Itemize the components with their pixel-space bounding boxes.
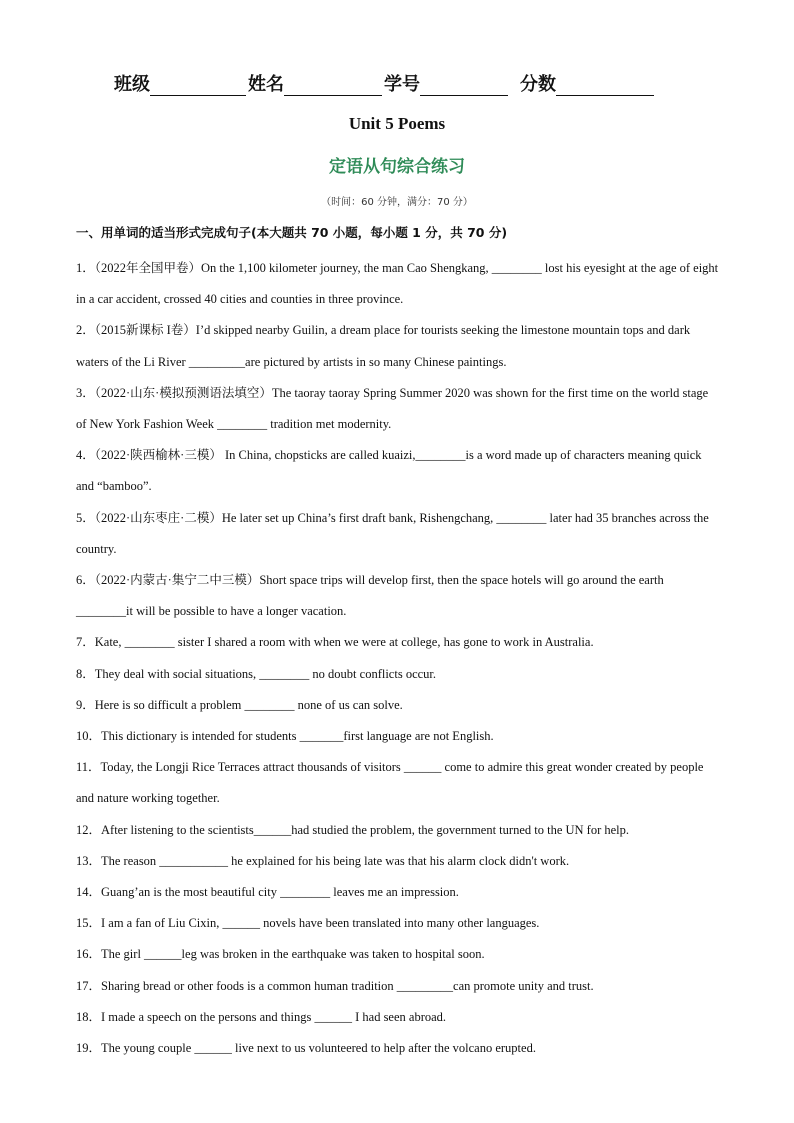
score-label: 分数: [520, 74, 556, 95]
name-label: 姓名: [248, 74, 284, 95]
question-item: 8．They deal with social situations, ________ no doubt conflicts occur.: [76, 666, 437, 681]
question-item: 13．The reason ___________ he explained for his being late was that his alarm clock didn't work.: [76, 853, 570, 868]
id-blank: [420, 77, 508, 96]
question-item: 2．（2015新课标 I卷）I’d skipped nearby Guilin, a dream place for tourists seeking the limestone mountain tops and dark waters of the Li River _________are pictured by artists in so many Chinese paintings.: [76, 323, 691, 369]
question-item: 11．Today, the Longji Rice Terraces attract thousands of visitors ______ come to admire this great wonder created by people and nature working together.: [76, 760, 704, 806]
question-item: 19．The young couple ______ live next to us volunteered to help after the volcano erupted.: [76, 1041, 536, 1056]
question-item: 7．Kate, ________ sister I shared a room with when we were at college, has gone to work in Australia.: [76, 635, 594, 650]
question-item: 14．Guang’an is the most beautiful city ________ leaves me an impression.: [76, 885, 459, 900]
unit-title: Unit 5 Poems: [348, 114, 446, 133]
question-item: 1．（2022年全国甲卷）On the 1,100 kilometer journey, the man Cao Shengkang, ________ lost his eyesight at the age of eight in a car accident, crossed 40 cities and counties in three province.: [76, 261, 719, 307]
class-label: 班级: [114, 74, 150, 95]
name-blank: [284, 77, 382, 96]
question-item: 10．This dictionary is intended for students _______first language are not English.: [76, 729, 494, 744]
question-item: 15．I am a fan of Liu Cixin, ______ novels have been translated into many other languages.: [76, 916, 540, 931]
class-blank: [150, 77, 246, 96]
question-item: 6．（2022·内蒙古·集宁二中三模）Short space trips will develop first, then the space hotels will go around the earth ________it will be possible to have a longer vacation.: [76, 573, 664, 619]
question-item: 9．Here is so difficult a problem ________ none of us can solve.: [76, 697, 403, 712]
question-item: 16．The girl ______leg was broken in the earthquake was taken to hospital soon.: [76, 947, 485, 962]
question-item: 12．After listening to the scientists______had studied the problem, the government turned to the UN for help.: [76, 822, 630, 837]
question-list: [76, 253, 721, 1064]
question-item: 5．（2022·山东枣庄·二模）He later set up China’s first draft bank, Rishengchang, ________ later had 35 branches across the country.: [76, 510, 709, 556]
student-info-line: [114, 70, 694, 94]
question-item: 17．Sharing bread or other foods is a common human tradition _________can promote unity and trust.: [76, 978, 594, 993]
question-item: 18．I made a speech on the persons and things ______ I had seen abroad.: [76, 1009, 447, 1024]
score-blank: [556, 77, 654, 96]
question-item: 4．（2022·陕西榆林·三模） In China, chopsticks are called kuaizi,________is a word made up of characters meaning quick and “bamboo”.: [76, 448, 702, 494]
id-label: 学号: [384, 74, 420, 95]
section-title: 一、用单词的适当形式完成句子(本大题共 70 小题，每小题 1 分，共 70 分): [76, 225, 508, 240]
time-score-note: （时间：60 分钟，满分：70 分）: [321, 197, 473, 208]
worksheet-subtitle: 定语从句综合练习: [329, 157, 465, 177]
question-item: 3．（2022·山东·模拟预测语法填空）The taoray taoray Spring Summer 2020 was shown for the first time on the world stage of New York Fashion Week ________ tradition met modernity.: [76, 385, 709, 432]
